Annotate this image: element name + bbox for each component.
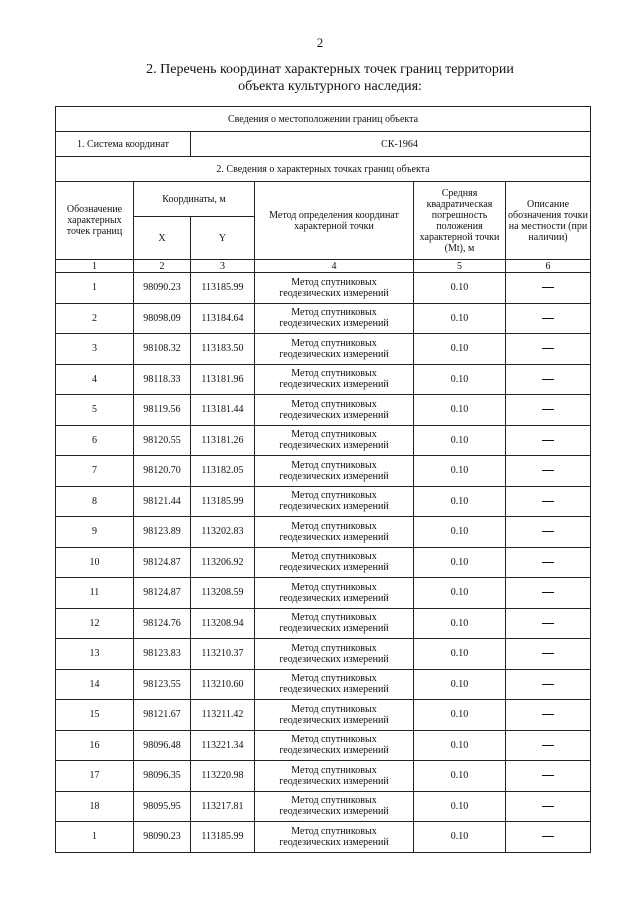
x-cell: 98124.87 [134,547,191,578]
table-row [56,547,591,578]
table-row [56,273,591,304]
point-cell: 4 [56,364,134,395]
dash-mark [542,562,554,563]
error-cell: 0.10 [414,303,506,334]
error-cell: 0.10 [414,517,506,548]
description-cell [506,730,591,761]
dash-mark [542,318,554,319]
description-cell [506,425,591,456]
table-row [56,608,591,639]
method-cell [255,517,414,548]
method-line-1: Метод спутниковых [291,581,377,593]
error-cell: 0.10 [414,578,506,609]
x-cell: 98118.33 [134,364,191,395]
header-designation: Обозначение характерных точек границ [56,182,134,260]
point-cell: 11 [56,578,134,609]
point-cell: 8 [56,486,134,517]
method-line-2: геодезических измерений [279,684,389,696]
method-cell [255,486,414,517]
method-line-1: Метод спутниковых [291,612,377,624]
error-cell: 0.10 [414,700,506,731]
x-cell: 98124.87 [134,578,191,609]
point-cell: 10 [56,547,134,578]
method-cell [255,456,414,487]
y-cell: 113185.99 [191,822,255,853]
column-number: 1 [56,260,134,273]
description-cell [506,669,591,700]
point-cell: 5 [56,395,134,426]
table-row [56,517,591,548]
y-cell: 113221.34 [191,730,255,761]
description-cell [506,334,591,365]
error-cell: 0.10 [414,669,506,700]
title-line-2: объекта культурного наследия: [238,79,422,94]
table-row [56,791,591,822]
method-line-2: геодезических измерений [279,562,389,574]
method-cell [255,791,414,822]
x-cell: 98121.67 [134,700,191,731]
description-cell [506,700,591,731]
error-cell: 0.10 [414,486,506,517]
table-row [56,456,591,487]
x-cell: 98121.44 [134,486,191,517]
point-cell: 7 [56,456,134,487]
dash-mark [542,348,554,349]
error-cell: 0.10 [414,273,506,304]
x-cell: 98098.09 [134,303,191,334]
y-cell: 113208.94 [191,608,255,639]
error-cell: 0.10 [414,608,506,639]
description-cell [506,822,591,853]
y-cell: 113181.44 [191,395,255,426]
point-cell: 17 [56,761,134,792]
dash-mark [542,501,554,502]
dash-mark [542,287,554,288]
method-cell [255,639,414,670]
method-line-2: геодезических измерений [279,440,389,452]
header-x: X [134,217,191,260]
method-line-1: Метод спутниковых [291,795,377,807]
method-cell [255,730,414,761]
y-cell: 113182.05 [191,456,255,487]
description-cell [506,639,591,670]
column-number: 4 [255,260,414,273]
dash-mark [542,806,554,807]
dash-mark [542,623,554,624]
point-cell: 12 [56,608,134,639]
table-row [56,761,591,792]
y-cell: 113206.92 [191,547,255,578]
method-line-2: геодезических измерений [279,379,389,391]
method-line-1: Метод спутниковых [291,368,377,380]
method-cell [255,700,414,731]
y-cell: 113211.42 [191,700,255,731]
x-cell: 98120.55 [134,425,191,456]
x-cell: 98095.95 [134,791,191,822]
coord-system-value: СК-1964 [191,132,591,157]
dash-mark [542,531,554,532]
description-cell [506,517,591,548]
method-line-1: Метод спутниковых [291,429,377,441]
method-line-2: геодезических измерений [279,318,389,330]
method-cell [255,364,414,395]
x-cell: 98090.23 [134,273,191,304]
column-number: 3 [191,260,255,273]
table-row [56,334,591,365]
error-cell: 0.10 [414,547,506,578]
method-cell [255,669,414,700]
x-cell: 98123.89 [134,517,191,548]
y-cell: 113181.26 [191,425,255,456]
method-line-1: Метод спутниковых [291,673,377,685]
column-number: 5 [414,260,506,273]
method-cell [255,334,414,365]
dash-mark [542,745,554,746]
x-cell: 98123.83 [134,639,191,670]
method-line-2: геодезических измерений [279,348,389,360]
table-row [56,425,591,456]
description-cell [506,547,591,578]
page-title [100,61,560,95]
x-cell: 98124.76 [134,608,191,639]
method-line-2: геодезических измерений [279,592,389,604]
x-cell: 98108.32 [134,334,191,365]
y-cell: 113202.83 [191,517,255,548]
header-error: Средняя квадратическая погрешность положения характерной точки (Mt), м [414,182,506,260]
point-cell: 6 [56,425,134,456]
x-cell: 98090.23 [134,822,191,853]
x-cell: 98096.48 [134,730,191,761]
method-line-1: Метод спутниковых [291,276,377,288]
method-line-2: геодезических измерений [279,775,389,787]
coordinates-table [55,106,591,853]
method-line-1: Метод спутниковых [291,764,377,776]
column-number: 6 [506,260,591,273]
y-cell: 113185.99 [191,486,255,517]
method-line-2: геодезических измерений [279,745,389,757]
coord-system-label: 1. Система координат [56,132,191,157]
y-cell: 113217.81 [191,791,255,822]
header-y: Y [191,217,255,260]
method-line-2: геодезических измерений [279,806,389,818]
x-cell: 98119.56 [134,395,191,426]
table-row [56,700,591,731]
point-cell: 15 [56,700,134,731]
header-method: Метод определения координат характерной точки [255,182,414,260]
description-cell [506,578,591,609]
description-cell [506,791,591,822]
description-cell [506,395,591,426]
table-row [56,669,591,700]
description-cell [506,456,591,487]
method-line-2: геодезических измерений [279,501,389,513]
method-cell [255,608,414,639]
method-line-1: Метод спутниковых [291,398,377,410]
table-row [56,730,591,761]
table-row [56,395,591,426]
error-cell: 0.10 [414,761,506,792]
error-cell: 0.10 [414,639,506,670]
method-line-1: Метод спутниковых [291,642,377,654]
y-cell: 113208.59 [191,578,255,609]
y-cell: 113210.37 [191,639,255,670]
header-description: Описание обозначения точки на местности (при наличии) [506,182,591,260]
method-cell [255,547,414,578]
title-line-1: 2. Перечень координат характерных точек границ территории [146,62,514,77]
method-line-2: геодезических измерений [279,653,389,665]
description-cell [506,273,591,304]
description-cell [506,303,591,334]
y-cell: 113185.99 [191,273,255,304]
method-cell [255,761,414,792]
section-header: Сведения о местоположении границ объекта [56,107,591,132]
error-cell: 0.10 [414,730,506,761]
method-line-2: геодезических измерений [279,714,389,726]
method-line-1: Метод спутниковых [291,337,377,349]
method-line-2: геодезических измерений [279,531,389,543]
description-cell [506,364,591,395]
method-line-1: Метод спутниковых [291,520,377,532]
table-row [56,578,591,609]
y-cell: 113181.96 [191,364,255,395]
point-cell: 1 [56,273,134,304]
point-cell: 16 [56,730,134,761]
method-cell [255,425,414,456]
method-line-1: Метод спутниковых [291,307,377,319]
error-cell: 0.10 [414,822,506,853]
method-line-2: геодезических измерений [279,836,389,848]
description-cell [506,761,591,792]
point-cell: 9 [56,517,134,548]
table-row [56,486,591,517]
point-cell: 14 [56,669,134,700]
error-cell: 0.10 [414,334,506,365]
points-section-label: 2. Сведения о характерных точках границ объекта [56,157,591,182]
dash-mark [542,653,554,654]
table-row [56,364,591,395]
method-line-1: Метод спутниковых [291,551,377,563]
error-cell: 0.10 [414,791,506,822]
method-line-1: Метод спутниковых [291,734,377,746]
error-cell: 0.10 [414,395,506,426]
method-cell [255,395,414,426]
method-line-1: Метод спутниковых [291,703,377,715]
method-line-2: геодезических измерений [279,470,389,482]
y-cell: 113210.60 [191,669,255,700]
dash-mark [542,409,554,410]
dash-mark [542,592,554,593]
error-cell: 0.10 [414,364,506,395]
point-cell: 2 [56,303,134,334]
point-cell: 18 [56,791,134,822]
y-cell: 113183.50 [191,334,255,365]
y-cell: 113184.64 [191,303,255,334]
x-cell: 98096.35 [134,761,191,792]
dash-mark [542,775,554,776]
description-cell [506,486,591,517]
column-number: 2 [134,260,191,273]
method-line-1: Метод спутниковых [291,825,377,837]
error-cell: 0.10 [414,456,506,487]
y-cell: 113220.98 [191,761,255,792]
table-row [56,822,591,853]
method-line-2: геодезических измерений [279,409,389,421]
method-line-1: Метод спутниковых [291,459,377,471]
method-cell [255,303,414,334]
error-cell: 0.10 [414,425,506,456]
point-cell: 1 [56,822,134,853]
dash-mark [542,440,554,441]
table-row [56,639,591,670]
description-cell [506,608,591,639]
dash-mark [542,836,554,837]
point-cell: 13 [56,639,134,670]
page-number: 2 [316,35,324,50]
method-cell [255,822,414,853]
dash-mark [542,714,554,715]
method-cell [255,273,414,304]
x-cell: 98123.55 [134,669,191,700]
dash-mark [542,470,554,471]
dash-mark [542,379,554,380]
x-cell: 98120.70 [134,456,191,487]
header-coordinates: Координаты, м [134,182,255,217]
method-line-1: Метод спутниковых [291,490,377,502]
dash-mark [542,684,554,685]
table-row [56,303,591,334]
method-line-2: геодезических измерений [279,623,389,635]
method-line-2: геодезических измерений [279,287,389,299]
point-cell: 3 [56,334,134,365]
method-cell [255,578,414,609]
